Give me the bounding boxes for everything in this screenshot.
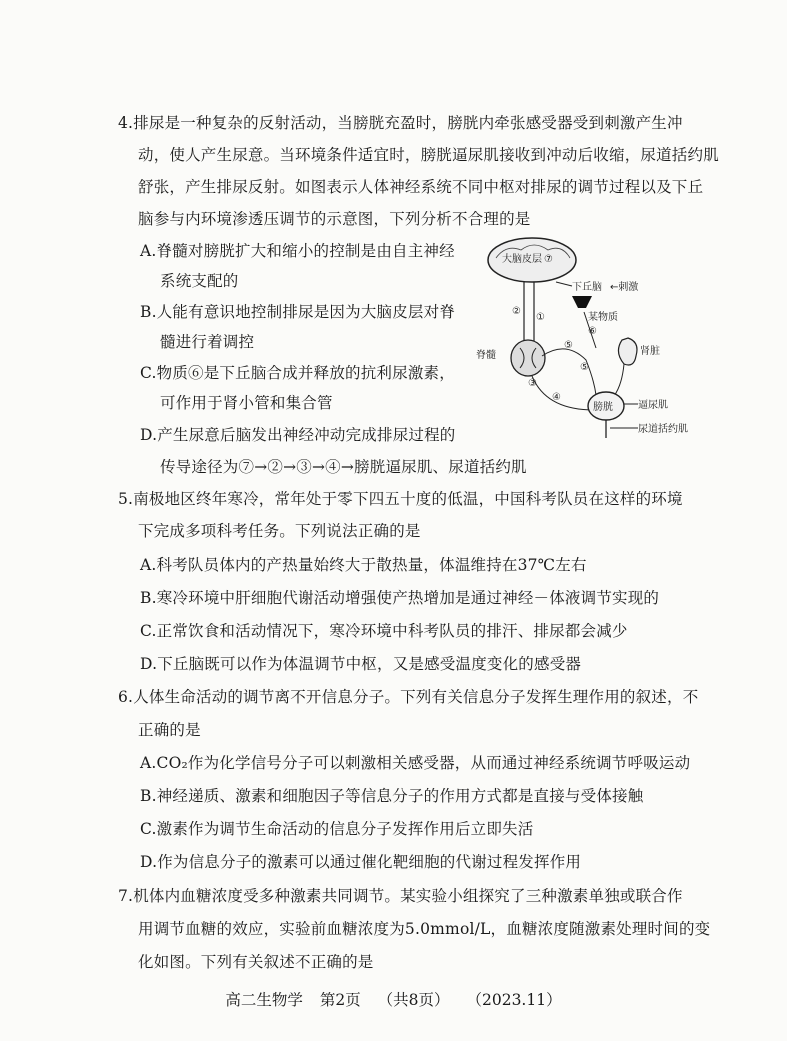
q4-option-a-line-2: 系统支配的 xyxy=(160,272,239,290)
q4-stem-line-1: 4.排尿是一种复杂的反射活动，当膀胱充盈时，膀胱内牵张感受器受到刺激产生冲 xyxy=(118,114,683,132)
kidney-label: 肾脏 xyxy=(640,346,660,357)
label-5: ⑤ xyxy=(580,362,589,373)
q4-option-c-line-1: C.物质⑥是下丘脑合成并释放的抗利尿激素， xyxy=(140,364,455,382)
label-7: ⑦ xyxy=(544,254,553,265)
q4-option-d-line-1: D.产生尿意后脑发出神经冲动完成排尿过程的 xyxy=(140,426,456,444)
label-2: ② xyxy=(512,306,521,317)
q5-option-c: C.正常饮食和活动情况下，寒冷环境中科考队员的排汗、排尿都会减少 xyxy=(140,622,628,640)
q4-stem-line-2: 动，使人产生尿意。当环境条件适宜时，膀胱逼尿肌接收到冲动后收缩，尿道括约肌 xyxy=(138,146,719,164)
nervous-system-diagram xyxy=(476,230,726,440)
q5-stem-line-2: 下完成多项科考任务。下列说法正确的是 xyxy=(138,522,421,540)
q7-stem-line-2: 用调节血糖的效应，实验前血糖浓度为5.0mmol/L，血糖浓度随激素处理时间的变 xyxy=(138,920,711,938)
q4-option-a-line-1: A.脊髓对膀胱扩大和缩小的控制是由自主神经 xyxy=(140,242,455,260)
q4-option-b-line-1: B.人能有意识地控制排尿是因为大脑皮层对脊 xyxy=(140,303,456,321)
q4-option-c-line-2: 可作用于肾小管和集合管 xyxy=(160,394,333,412)
q4-option-d-line-2: 传导途径为⑦→②→③→④→膀胱逼尿肌、尿道括约肌 xyxy=(160,458,527,476)
q6-option-c: C.激素作为调节生命活动的信息分子发挥作用后立即失活 xyxy=(140,820,534,838)
q5-option-a: A.科考队员体内的产热量始终大于散热量，体温维持在37℃左右 xyxy=(140,556,587,574)
detrusor-label: 逼尿肌 xyxy=(638,400,668,411)
spinal-label: 脊髓 xyxy=(476,350,496,361)
hypothalamus-label: 下丘脑 xyxy=(572,282,602,293)
q4-option-b-line-2: 髓进行着调控 xyxy=(160,333,255,351)
sphincter-label: 尿道括约肌 xyxy=(638,424,688,435)
q4-stem-line-3: 舒张，产生排尿反射。如图表示人体神经系统不同中枢对排尿的调节过程以及下丘 xyxy=(138,178,704,196)
footer-total: （共8页） xyxy=(377,991,450,1009)
q6-stem-line-1: 6.人体生命活动的调节离不开信息分子。下列有关信息分子发挥生理作用的叙述，不 xyxy=(118,688,699,706)
q7-stem-line-3: 化如图。下列有关叙述不正确的是 xyxy=(138,953,374,971)
q4-stem-line-4: 脑参与内环境渗透压调节的示意图，下列分析不合理的是 xyxy=(138,210,531,228)
substance-label: 某物质 xyxy=(588,312,618,323)
footer-subject: 高二生物学 xyxy=(225,991,303,1009)
kidney-shape xyxy=(618,338,637,365)
q5-stem-line-1: 5.南极地区终年寒冷，常年处于零下四五十度的低温，中国科考队员在这样的环境 xyxy=(118,490,683,508)
q6-option-a: A.CO₂作为化学信号分子可以刺激相关感受器，从而通过神经系统调节呼吸运动 xyxy=(140,754,691,772)
q7-stem-line-1: 7.机体内血糖浓度受多种激素共同调节。某实验小组探究了三种激素单独或联合作 xyxy=(118,887,683,905)
label-6: ⑥ xyxy=(588,326,597,337)
q6-option-d: D.作为信息分子的激素可以通过催化靶细胞的代谢过程发挥作用 xyxy=(140,853,582,871)
q5-option-b: B.寒冷环境中肝细胞代谢活动增强使产热增加是通过神经－体液调节实现的 xyxy=(140,589,660,607)
stimulus-label: ←刺激 xyxy=(610,282,639,293)
label-3: ③ xyxy=(528,378,537,389)
footer-date: （2023.11） xyxy=(466,991,562,1009)
label-1: ① xyxy=(536,312,545,323)
q5-option-d: D.下丘脑既可以作为体温调节中枢，又是感受温度变化的感受器 xyxy=(140,655,582,673)
q6-stem-line-2: 正确的是 xyxy=(138,721,201,739)
cortex-label: 大脑皮层 xyxy=(502,254,542,265)
label-4: ④ xyxy=(552,392,561,403)
bladder-label: 膀胱 xyxy=(593,402,613,413)
q6-option-b: B.神经递质、激素和细胞因子等信息分子的作用方式都是直接与受体接触 xyxy=(140,787,644,805)
label-5-near-cord: ⑤ xyxy=(564,340,573,351)
spinal-cord-shape xyxy=(511,340,545,376)
footer-page: 第2页 xyxy=(319,991,361,1009)
pituitary-shape xyxy=(572,296,592,308)
page-footer xyxy=(0,988,787,1010)
